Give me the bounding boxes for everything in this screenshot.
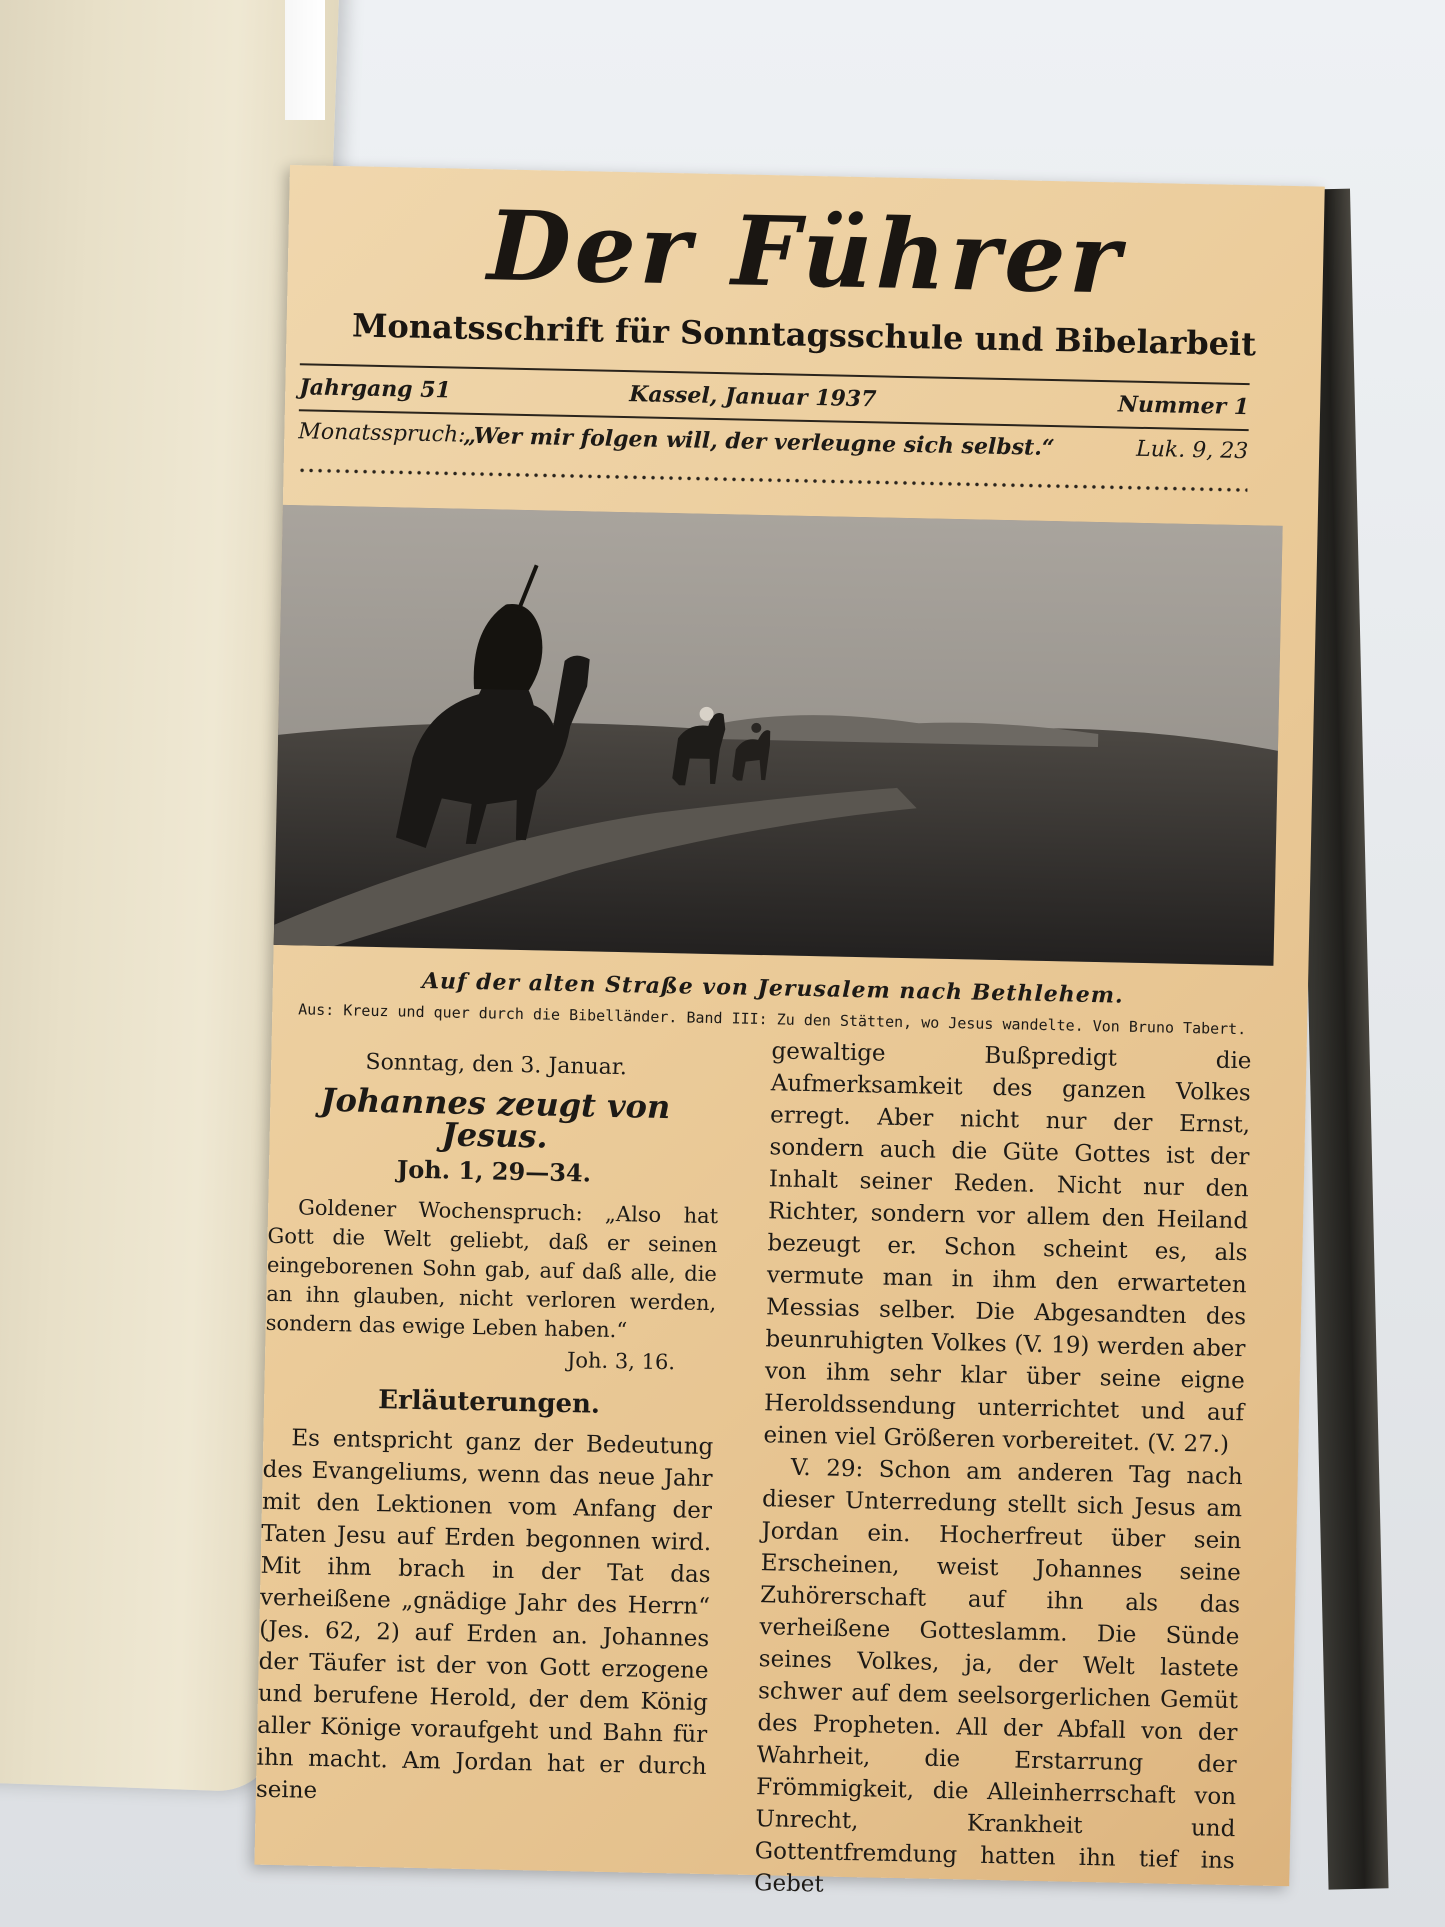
section-heading: Erläuterungen.: [377, 1385, 601, 1420]
golden-verse: Goldener Wochenspruch: „Also hat Gott die Welt geliebt, daß er seinen eingeborenen Sohn gab, auf daß alle, die an ihn glauben, nicht verloren werden, sondern das ewige Leben haben.“: [265, 1195, 719, 1343]
volume-label: Jahrgang 51: [299, 374, 452, 404]
masthead-subtitle: Monatsschrift für Sonntagsschule und Bibelarbeit: [351, 306, 1257, 364]
issue-info-row: [299, 370, 1250, 426]
motto-text: „Wer mir folgen will, der verleugne sich selbst.“: [463, 422, 1055, 462]
golden-verse-reference: Joh. 3, 16.: [566, 1348, 676, 1375]
left-text-column: [256, 1045, 722, 1815]
lesson-reference: Joh. 1, 29—34.: [396, 1154, 592, 1188]
body-paragraph-3: V. 29: Schon am anderen Tag nach dieser Unterredung stellt sich Jesus am Jordan ein. Hocherfreut über sein Erscheinen, weist Johannes seine Zuhörerschaft auf ihn als das verheißene Gotteslamm. Die Sünde seines Volkes, ja, der Welt lastete schwer auf dem seelsorgerlichen Gemüt des Propheten. All der Abfall von der Wahrheit, die Erstarrung der Frömmigkeit, die Alleinherrschaft von Unrecht, Krankheit und Gottentfremdung hatten ihn tief ins Gebet: [753, 1454, 1243, 1898]
camel-caravan-illustration: [274, 505, 1283, 966]
body-paragraph-1: Es entspricht ganz der Bedeutung des Evangeliums, wenn das neue Jahr mit den Lektionen vom Anfang der Taten Jesu auf Erden begonnen wird. Mit ihm brach in der Tat das verheißene „gnädige Jahr des Herrn“ (Jes. 62, 2) auf Erden an. Johannes der Täufer ist der von Gott erzogene und berufene Herold, der dem König aller Könige voraufgeht und Bahn für ihn macht. Am Jordan hat er durch seine: [255, 1425, 714, 1804]
camel-photograph: [274, 505, 1283, 966]
motto-label: Monatsspruch:: [298, 419, 466, 448]
photo-caption: Auf der alten Straße von Jerusalem nach Bethlehem.: [421, 967, 1124, 1009]
masthead-title: Der Führer: [486, 189, 1126, 316]
dotted-rule: [298, 467, 1248, 493]
body-paragraph-2: gewaltige Bußpredigt die Aufmerksamkeit des ganzen Volkes erregt. Aber nicht nur der Ernst, sondern auch die Güte Gottes ist der Inhalt seiner Reden. Nicht nur den Richter, sondern vor allem den Heiland bezeugt er. Schon scheint es, als vermute man in ihm den erwarteten Messias selber. Die Abgesandten des beunruhigten Volkes (V. 19) werden aber von ihm sehr klar über seine eigne Heroldssendung unterrichtet und auf einen viel Größeren vorbereitet. (V. 27.): [763, 1038, 1252, 1458]
motto-reference: Luk. 9, 23: [1135, 436, 1249, 465]
lesson-title: Johannes zeugt von Jesus.: [320, 1080, 671, 1156]
place-date-label: Kassel, Januar 1937: [629, 381, 877, 413]
sunday-date: Sonntag, den 3. Januar.: [365, 1049, 628, 1081]
photo-source-credit: Aus: Kreuz und quer durch die Bibelländer. Band III: Zu den Stätten, wo Jesus wandelte. Von Bruno Tabert.: [298, 1000, 1247, 1039]
magazine-page: [254, 165, 1324, 1898]
background-paper-edge: [285, 0, 325, 120]
right-text-column: [754, 1035, 1252, 1909]
issue-number-label: Nummer 1: [1117, 391, 1250, 421]
